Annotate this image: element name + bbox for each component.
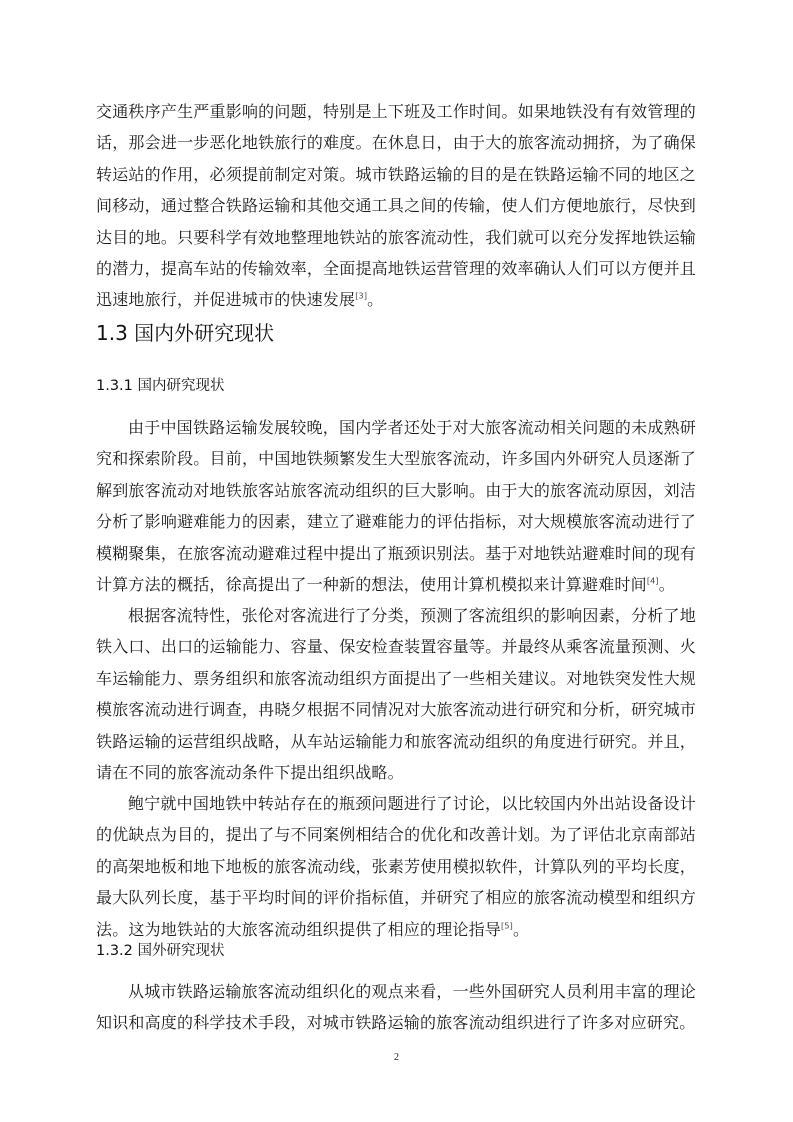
citation-ref: [5] <box>501 921 513 931</box>
paragraph-text: 根据客流特性，张伦对客流进行了分类，预测了客流组织的影响因素，分析了地铁入口、出口的运输能力、容量、保安检查装置容量等。并最终从乘客流量预测、火车运输能力、票务组织和旅客流动组织方面提出了一些相关建议。对地铁突发性大规模旅客流动进行调查，冉晓夕根据不同情况对大旅客流动进行研究和分析，研究城市铁路运输的运营组织战略，从车站运输能力和旅客流动组织的角度进行研究。并且，请在不同的旅客流动条件下提出组织战略。 <box>96 606 696 783</box>
paragraph-tail: 。 <box>512 919 530 939</box>
body-paragraph <box>96 600 696 788</box>
paragraph-text: 从城市铁路运输旅客流动组织化的观点来看，一些外国研究人员利用丰富的理论知识和高度的科学技术手段，对城市铁路运输的旅客流动组织进行了许多对应研究。 <box>96 982 696 1033</box>
body-paragraph <box>96 976 696 1039</box>
subsection-heading: 1.3.1 国内研究现状 <box>96 378 225 394</box>
paragraph-text: 鲍宁就中国地铁中转站存在的瓶颈问题进行了讨论，以比较国内外出站设备设计的优缺点为目的，提出了与不同案例相结合的优化和改善计划。为了评估北京南部站的高架地板和地下地板的旅客流动线，张素芳使用模拟软件，计算队列的平均长度，最大队列长度，基于平均时间的评价指标值，并研究了相应的旅客流动模型和组织方法。这为地铁站的大旅客流动组织提供了相应的理论指导 <box>96 794 696 939</box>
section-heading: 1.3 国内外研究现状 <box>96 321 275 345</box>
body-paragraph <box>96 412 696 600</box>
paragraph-text: 交通秩序产生严重影响的问题，特别是上下班及工作时间。如果地铁没有有效管理的话，那会进一步恶化地铁旅行的难度。在休息日，由于大的旅客流动拥挤，为了确保转运站的作用，必须提前制定对策。城市铁路运输的目的是在铁路运输不同的地区之间移动，通过整合铁路运输和其他交通工具之间的传输，使人们方便地旅行，尽快到达目的地。只要科学有效地整理地铁站的旅客流动性，我们就可以充分发挥地铁运输的潜力，提高车站的传输效率，全面提高地铁运营管理的效率确认人们可以方便并且迅速地旅行，并促进城市的快速发展 <box>96 102 696 310</box>
citation-ref: [3] <box>355 292 368 302</box>
paragraph-text: 由于中国铁路运输发展较晚，国内学者还处于对大旅客流动相关问题的未成熟研究和探索阶段。目前，中国地铁频繁发生大型旅客流动，许多国内外研究人员逐渐了解到旅客流动对地铁旅客站旅客流动组织的巨大影响。由于大的旅客流动原因，刘洁分析了影响避难能力的因素，建立了避难能力的评估指标，对大规模旅客流动进行了模糊聚集，在旅客流动避难过程中提出了瓶颈识别法。基于对地铁站避难时间的现有计算方法的概括，徐高提出了一种新的想法，使用计算机模拟来计算避难时间 <box>96 418 696 595</box>
paragraph-tail: 。 <box>658 575 675 595</box>
paragraph-tail: 。 <box>367 290 384 310</box>
subsection-heading: 1.3.2 国外研究现状 <box>96 943 225 959</box>
body-paragraph <box>96 96 696 316</box>
body-paragraph <box>96 788 696 945</box>
citation-ref: [4] <box>646 576 659 586</box>
page-number: 2 <box>394 1052 399 1063</box>
